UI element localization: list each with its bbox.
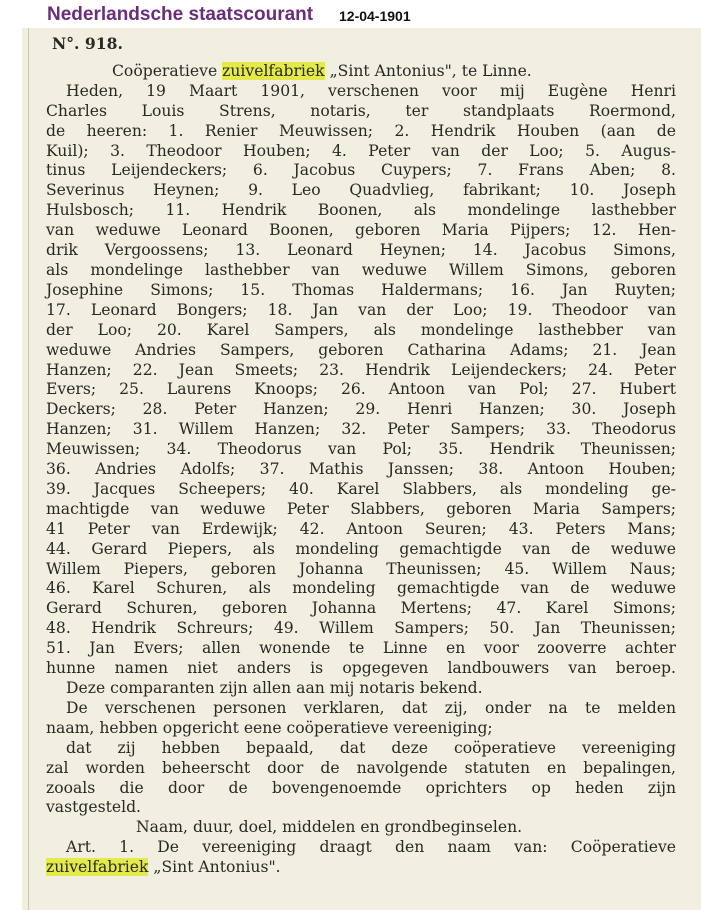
text-line: Charles Louis Strens, notaris, ter standplaats Roermond, bbox=[46, 101, 676, 120]
text-line: der Loo; 20. Karel Sampers, als mondelinge lasthebber van bbox=[46, 320, 676, 339]
text-line: 39. Jacques Scheepers; 40. Karel Slabbers, als mondeling ge- bbox=[46, 479, 676, 498]
title-suffix: „Sint Antonius", te Linne. bbox=[324, 61, 532, 80]
article-body bbox=[46, 34, 676, 878]
text-line: Kuil); 3. Theodoor Houben; 4. Peter van der Loo; 5. Augus- bbox=[46, 141, 676, 160]
text-line: 36. Andries Adolfs; 37. Mathis Janssen; 38. Antoon Houben; bbox=[46, 460, 676, 479]
text-line: De verschenen personen verklaren, dat zij, onder na te melden bbox=[66, 698, 676, 717]
text-line: tinus Leijendeckers; 6. Jacobus Cuypers; 7. Frans Aben; 8. bbox=[46, 161, 676, 180]
text-line: vastgesteld. bbox=[46, 798, 142, 817]
highlighted-term: zuivelfabriek bbox=[222, 61, 325, 80]
section-heading: Naam, duur, doel, middelen en grondbeginselen. bbox=[136, 818, 523, 837]
text-line: zooals die door de bovengenoemde oprichters op heden zijn bbox=[46, 778, 676, 797]
text-line: Evers; 25. Laurens Knoops; 26. Antoon van Pol; 27. Hubert bbox=[46, 380, 676, 399]
text-line: Deze comparanten zijn allen aan mij notaris bekend. bbox=[66, 679, 483, 697]
fold-line bbox=[28, 28, 29, 910]
text-line: Willem Piepers, geboren Johanna Theunissen; 45. Willem Naus; bbox=[46, 559, 676, 578]
article-title bbox=[46, 62, 676, 82]
newspaper-title: Nederlandsche staatscourant bbox=[47, 4, 314, 25]
text-line: 17. Leonard Bongers; 18. Jan van der Loo; 19. Theodoor van bbox=[46, 300, 676, 319]
newspaper-clipping bbox=[22, 28, 701, 910]
text-line: dat zij hebben bepaald, dat deze coöperatieve vereeniging bbox=[66, 738, 676, 757]
title-prefix: Coöperatieve bbox=[112, 61, 223, 80]
text-line: weduwe Andries Sampers, geboren Catharina Adams; 21. Jean bbox=[46, 340, 676, 359]
article-number: N°. 918. bbox=[52, 34, 123, 53]
text-line: 48. Hendrik Schreurs; 49. Willem Sampers; 50. Jan Theunissen; bbox=[46, 619, 676, 638]
text-line: 41 Peter van Erdewijk; 42. Antoon Seuren; 43. Peters Mans; bbox=[46, 519, 676, 538]
text-line: de heeren: 1. Renier Meuwissen; 2. Hendrik Houben (aan de bbox=[46, 121, 676, 140]
page-header bbox=[0, 0, 701, 30]
text-line: naam, hebben opgericht eene coöperatieve vereeniging; bbox=[46, 718, 493, 737]
text-line: Hanzen; 31. Willem Hanzen; 32. Peter Sampers; 33. Theodorus bbox=[46, 420, 676, 439]
text-line: Heden, 19 Maart 1901, verschenen voor mij Eugène Henri bbox=[66, 81, 676, 100]
text-line: machtigde van weduwe Peter Slabbers, geboren Maria Sampers; bbox=[46, 499, 676, 518]
text-line: Severinus Heynen; 9. Leo Quadvlieg, fabrikant; 10. Joseph bbox=[46, 181, 676, 200]
highlighted-term: zuivelfabriek bbox=[46, 858, 149, 877]
text-line: 51. Jan Evers; allen wonende te Linne en voor zooverre achter bbox=[46, 639, 676, 658]
article-1-line: Art. 1. De vereeniging draagt den naam van: Coöperatieve bbox=[66, 838, 676, 857]
text-line: als mondelinge lasthebber van weduwe Willem Simons, geboren bbox=[46, 260, 676, 279]
article-1-suffix: „Sint Antonius". bbox=[148, 858, 281, 877]
text-line: 46. Karel Schuren, als mondeling gemachtigde van de weduwe bbox=[46, 579, 676, 598]
text-line: Gerard Schuren, geboren Johanna Mertens; 47. Karel Simons; bbox=[46, 599, 676, 618]
text-line: Hulsbosch; 11. Hendrik Boonen, als mondelinge lasthebber bbox=[46, 201, 676, 220]
text-line: van weduwe Leonard Boonen, geboren Maria Pijpers; 12. Hen- bbox=[46, 221, 676, 240]
text-line: Josephine Simons; 15. Thomas Haldermans; 16. Jan Ruyten; bbox=[46, 280, 676, 299]
text-line: 44. Gerard Piepers, als mondeling gemachtigde van de weduwe bbox=[46, 539, 676, 558]
text-line: Deckers; 28. Peter Hanzen; 29. Henri Hanzen; 30. Joseph bbox=[46, 400, 676, 419]
text-line: zal worden beheerscht door de navolgende statuten en bepalingen, bbox=[46, 758, 676, 777]
text-line: Meuwissen; 34. Theodorus van Pol; 35. Hendrik Theunissen; bbox=[46, 440, 676, 459]
text-line: drik Vergoossens; 13. Leonard Heynen; 14. Jacobus Simons, bbox=[46, 241, 676, 260]
text-line: hunne namen niet anders is opgegeven landbouwers van beroep. bbox=[46, 659, 676, 678]
article-1-continuation bbox=[46, 858, 676, 878]
publication-date: 12-04-1901 bbox=[339, 8, 411, 24]
text-line: Hanzen; 22. Jean Smeets; 23. Hendrik Leijendeckers; 24. Peter bbox=[46, 360, 676, 379]
